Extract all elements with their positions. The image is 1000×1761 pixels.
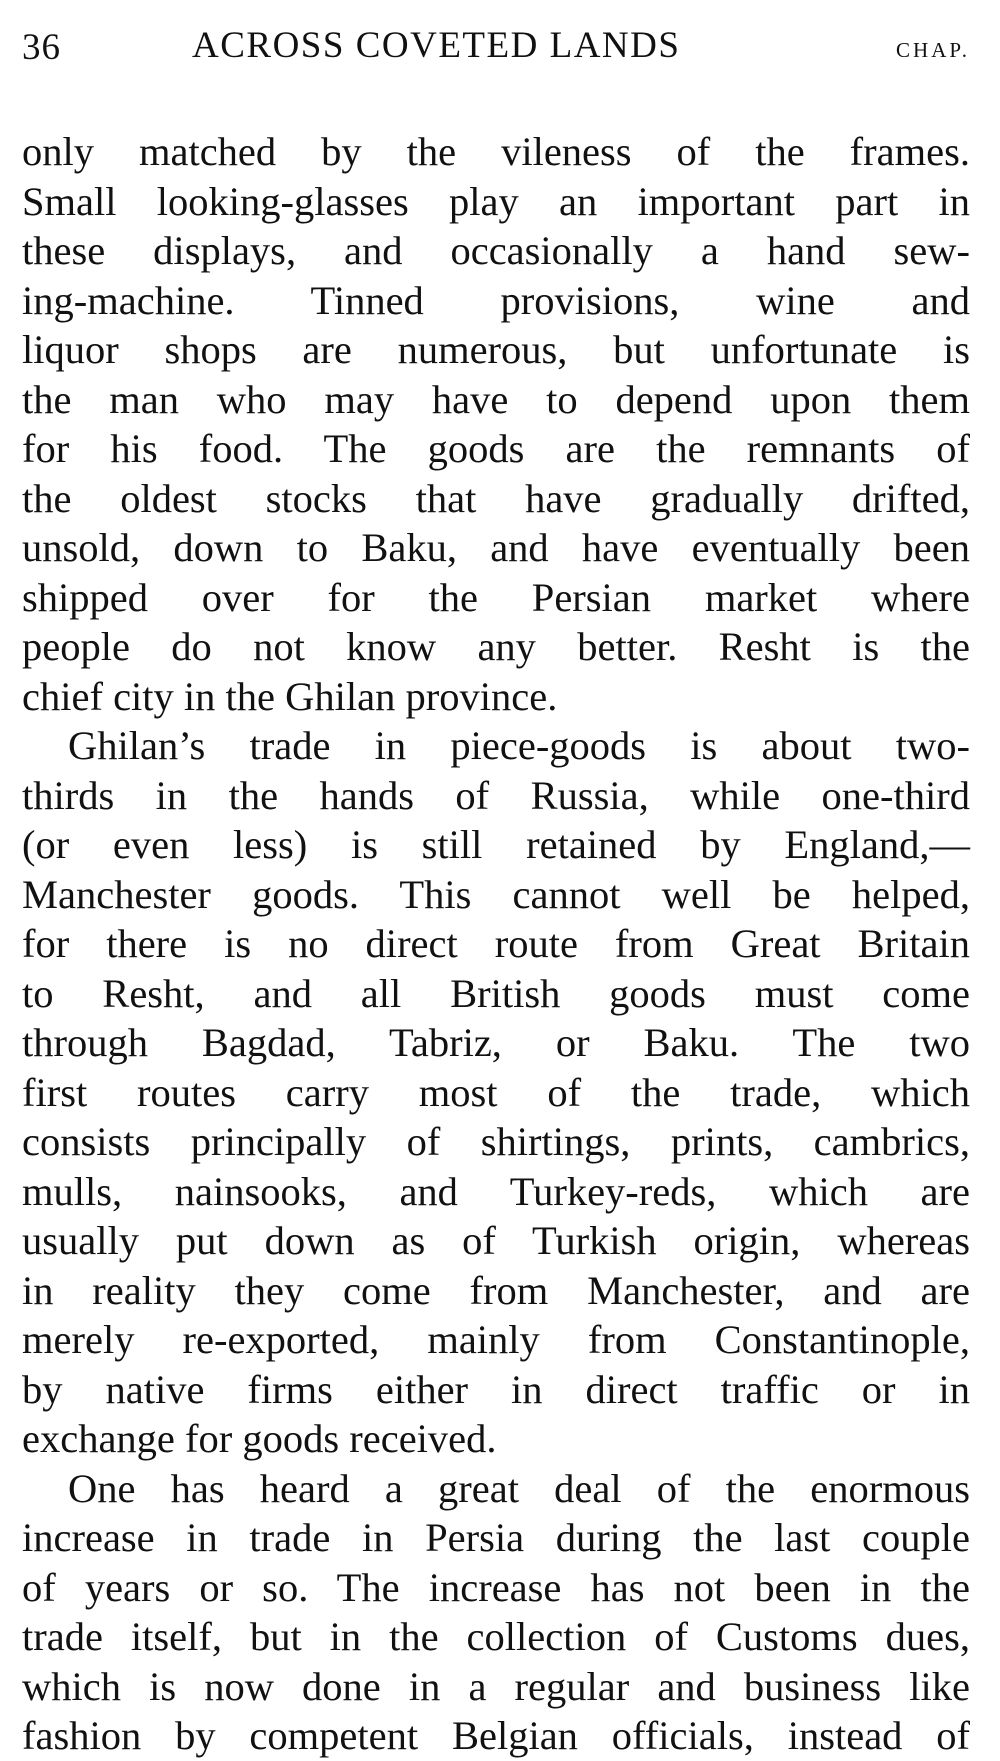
paragraph-3 [22, 1464, 970, 1761]
text-line: exchange for goods received. [22, 1416, 497, 1461]
book-page [22, 14, 970, 1758]
text-line: liquor shops are numerous, but unfortunate is [22, 327, 970, 372]
text-line: consists principally of shirtings, prints, cambrics, [22, 1119, 970, 1164]
text-line: for there is no direct route from Great Britain [22, 921, 970, 966]
running-head [22, 14, 970, 92]
text-line: first routes carry most of the trade, which [22, 1069, 970, 1115]
text-line: only matched by the vileness of the frames. [22, 129, 970, 174]
text-line: (or even less) is still retained by England,— [22, 822, 970, 867]
text-line: Small looking-glasses play an important part in [22, 178, 970, 224]
text-line: of years or so. The increase has not been in the [22, 1564, 970, 1610]
text-line: which is now done in a regular and business like [22, 1663, 970, 1709]
body-text [22, 127, 970, 1761]
chapter-abbreviation: CHAP. [896, 38, 970, 62]
text-line: people do not know any better. Resht is the [22, 624, 970, 669]
paragraph-2 [22, 721, 970, 1464]
text-line: unsold, down to Baku, and have eventually been [22, 525, 970, 570]
text-line: usually put down as of Turkish origin, whereas [22, 1218, 970, 1263]
running-title: ACROSS COVETED LANDS [192, 25, 681, 66]
text-line: ing-machine. Tinned provisions, wine and [22, 277, 970, 323]
text-line: Manchester goods. This cannot well be helped, [22, 871, 970, 917]
text-line: the oldest stocks that have gradually drifted, [22, 475, 970, 521]
text-line: merely re-exported, mainly from Constantinople, [22, 1317, 970, 1362]
page-number: 36 [22, 27, 61, 68]
paragraph-1 [22, 127, 970, 721]
text-line: in reality they come from Manchester, and are [22, 1267, 970, 1313]
text-line: increase in trade in Persia during the last couple [22, 1515, 970, 1560]
text-line: by native firms either in direct traffic or in [22, 1366, 970, 1412]
text-line: mulls, nainsooks, and Turkey-reds, which are [22, 1168, 970, 1214]
text-line: for his food. The goods are the remnants of [22, 426, 970, 471]
text-line: trade itself, but in the collection of Customs dues, [22, 1614, 970, 1659]
text-line: One has heard a great deal of the enormous [68, 1465, 970, 1511]
text-line: fashion by competent Belgian officials, instead of [22, 1713, 970, 1758]
text-line: through Bagdad, Tabriz, or Baku. The two [22, 1020, 970, 1065]
text-line: these displays, and occasionally a hand sew- [22, 228, 970, 273]
text-line: Ghilan’s trade in piece-goods is about two- [68, 723, 970, 768]
text-line: shipped over for the Persian market where [22, 574, 970, 620]
text-line: the man who may have to depend upon them [22, 376, 970, 422]
text-line: chief city in the Ghilan province. [22, 673, 558, 719]
text-line: thirds in the hands of Russia, while one-third [22, 772, 970, 818]
text-line: to Resht, and all British goods must come [22, 970, 970, 1016]
